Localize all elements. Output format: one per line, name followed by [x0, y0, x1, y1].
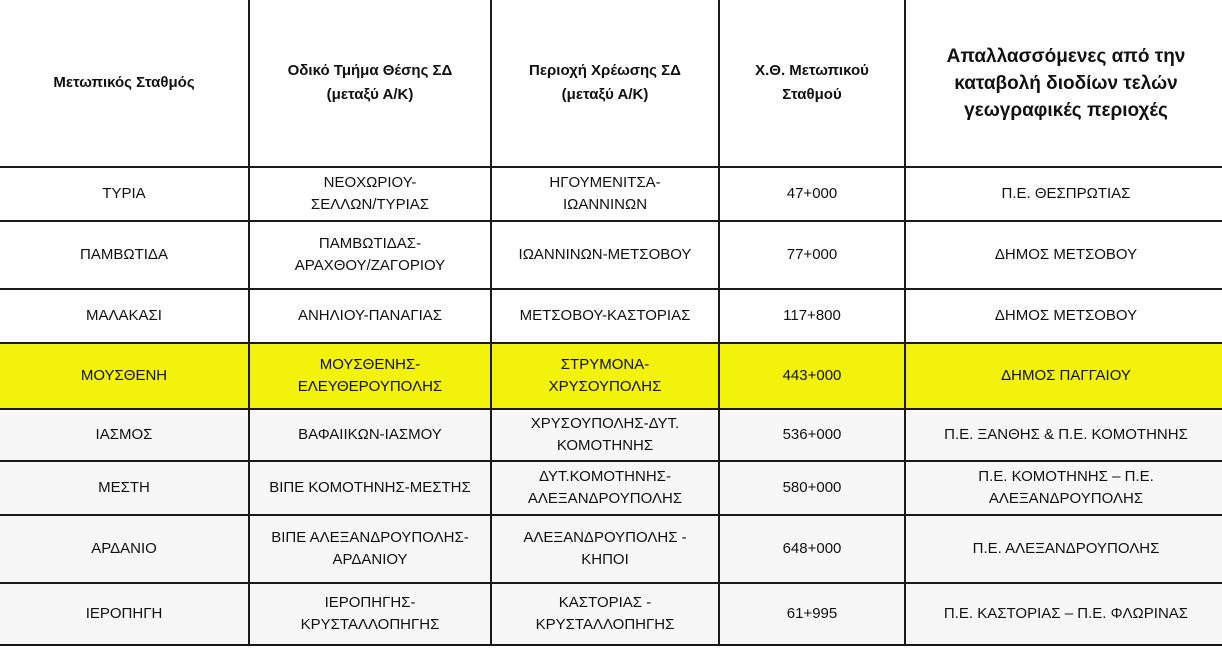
cell-exempt-areas: ΔΗΜΟΣ ΜΕΤΣΟΒΟΥ — [905, 289, 1222, 343]
cell-segment: ΝΕΟΧΩΡΙΟΥ- ΣΕΛΛΩΝ/ΤΥΡΙΑΣ — [249, 167, 491, 221]
cell-chainage: 443+000 — [719, 343, 905, 409]
cell-station: ΜΑΛΑΚΑΣΙ — [0, 289, 249, 343]
cell-exempt-areas: Π.Ε. ΚΑΣΤΟΡΙΑΣ – Π.Ε. ΦΛΩΡΙΝΑΣ — [905, 583, 1222, 645]
cell-exempt-areas: Π.Ε. ΞΑΝΘΗΣ & Π.Ε. ΚΟΜΟΤΗΝΗΣ — [905, 409, 1222, 461]
cell-chainage: 580+000 — [719, 461, 905, 515]
table-row — [0, 583, 1222, 645]
cell-chainage: 536+000 — [719, 409, 905, 461]
cell-chainage: 117+800 — [719, 289, 905, 343]
cell-chainage: 47+000 — [719, 167, 905, 221]
cell-station: ΜΕΣΤΗ — [0, 461, 249, 515]
header-station: Μετωπικός Σταθμός — [0, 0, 249, 167]
cell-charge-area: ΔΥΤ.ΚΟΜΟΤΗΝΗΣ- ΑΛΕΞΑΝΔΡΟΥΠΟΛΗΣ — [491, 461, 719, 515]
cell-charge-area: ΚΑΣΤΟΡΙΑΣ - ΚΡΥΣΤΑΛΛΟΠΗΓΗΣ — [491, 583, 719, 645]
cell-segment: ΒΙΠΕ ΑΛΕΞΑΝΔΡΟΥΠΟΛΗΣ- ΑΡΔΑΝΙΟΥ — [249, 515, 491, 583]
header-charge-area: Περιοχή Χρέωσης ΣΔ (μεταξύ Α/Κ) — [491, 0, 719, 167]
cell-charge-area: ΑΛΕΞΑΝΔΡΟΥΠΟΛΗΣ - ΚΗΠΟΙ — [491, 515, 719, 583]
cell-exempt-areas: Π.Ε. ΘΕΣΠΡΩΤΙΑΣ — [905, 167, 1222, 221]
cell-segment: ΙΕΡΟΠΗΓΗΣ- ΚΡΥΣΤΑΛΛΟΠΗΓΗΣ — [249, 583, 491, 645]
table-row — [0, 515, 1222, 583]
cell-segment: ΒΑΦΑΙΙΚΩΝ-ΙΑΣΜΟΥ — [249, 409, 491, 461]
cell-station: ΑΡΔΑΝΙΟ — [0, 515, 249, 583]
cell-exempt-areas: Π.Ε. ΑΛΕΞΑΝΔΡΟΥΠΟΛΗΣ — [905, 515, 1222, 583]
highlighted-table-row — [0, 343, 1222, 409]
cell-charge-area: ΙΩΑΝΝΙΝΩΝ-ΜΕΤΣΟΒΟΥ — [491, 221, 719, 289]
table-row — [0, 167, 1222, 221]
table-row — [0, 461, 1222, 515]
cell-chainage: 648+000 — [719, 515, 905, 583]
cell-chainage: 61+995 — [719, 583, 905, 645]
cell-station: ΤΥΡΙΑ — [0, 167, 249, 221]
table-row — [0, 409, 1222, 461]
cell-segment: ΑΝΗΛΙΟΥ-ΠΑΝΑΓΙΑΣ — [249, 289, 491, 343]
cell-segment: ΠΑΜΒΩΤΙΔΑΣ- ΑΡΑΧΘΟΥ/ΖΑΓΟΡΙΟΥ — [249, 221, 491, 289]
cell-chainage: 77+000 — [719, 221, 905, 289]
header-exempt-areas: Απαλλασσόμενες από την καταβολή διοδίων τελών γεωγραφικές περιοχές — [905, 0, 1222, 167]
cell-charge-area: ΧΡΥΣΟΥΠΟΛΗΣ-ΔΥΤ. ΚΟΜΟΤΗΝΗΣ — [491, 409, 719, 461]
cell-station: ΙΑΣΜΟΣ — [0, 409, 249, 461]
table-row — [0, 221, 1222, 289]
cell-exempt-areas: Π.Ε. ΚΟΜΟΤΗΝΗΣ – Π.Ε. ΑΛΕΞΑΝΔΡΟΥΠΟΛΗΣ — [905, 461, 1222, 515]
cell-station: ΙΕΡΟΠΗΓΗ — [0, 583, 249, 645]
cell-segment: ΜΟΥΣΘΕΝΗΣ- ΕΛΕΥΘΕΡΟΥΠΟΛΗΣ — [249, 343, 491, 409]
header-chainage: Χ.Θ. Μετωπικού Σταθμού — [719, 0, 905, 167]
header-row — [0, 0, 1222, 167]
cell-charge-area: ΣΤΡΥΜΟΝΑ- ΧΡΥΣΟΥΠΟΛΗΣ — [491, 343, 719, 409]
cell-station: ΠΑΜΒΩΤΙΔΑ — [0, 221, 249, 289]
cell-exempt-areas: ΔΗΜΟΣ ΠΑΓΓΑΙΟΥ — [905, 343, 1222, 409]
header-segment: Οδικό Τμήμα Θέσης ΣΔ (μεταξύ Α/Κ) — [249, 0, 491, 167]
cell-station: ΜΟΥΣΘΕΝΗ — [0, 343, 249, 409]
cell-charge-area: ΗΓΟΥΜΕΝΙΤΣΑ- ΙΩΑΝΝΙΝΩΝ — [491, 167, 719, 221]
cell-exempt-areas: ΔΗΜΟΣ ΜΕΤΣΟΒΟΥ — [905, 221, 1222, 289]
cell-charge-area: ΜΕΤΣΟΒΟΥ-ΚΑΣΤΟΡΙΑΣ — [491, 289, 719, 343]
cell-segment: ΒΙΠΕ ΚΟΜΟΤΗΝΗΣ-ΜΕΣΤΗΣ — [249, 461, 491, 515]
table-row — [0, 289, 1222, 343]
